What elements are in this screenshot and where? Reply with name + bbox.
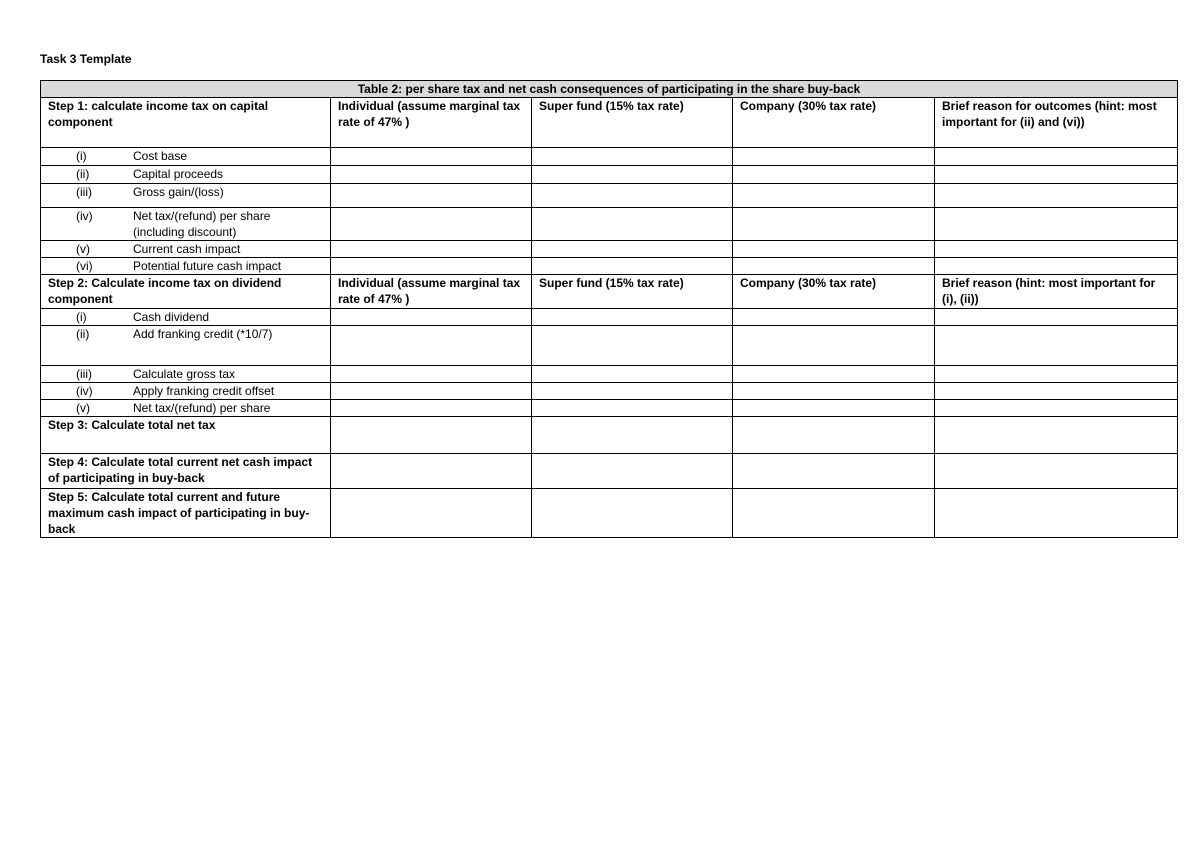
- company-cell[interactable]: [733, 241, 935, 258]
- company-cell[interactable]: [733, 454, 935, 489]
- table-caption: Table 2: per share tax and net cash consequences of participating in the share buy-back: [41, 81, 1178, 98]
- step1-header-row: [41, 98, 1178, 148]
- reason-cell[interactable]: [935, 184, 1178, 208]
- table-row: [41, 184, 1178, 208]
- row-number: (iii): [76, 185, 92, 199]
- individual-cell[interactable]: [331, 166, 532, 184]
- super-fund-cell[interactable]: [532, 309, 733, 326]
- reason-cell[interactable]: [935, 326, 1178, 366]
- individual-cell[interactable]: [331, 184, 532, 208]
- individual-cell[interactable]: [331, 454, 532, 489]
- step4-heading: Step 4: Calculate total current net cash impact of participating in buy-back: [41, 454, 331, 489]
- table-row: [41, 166, 1178, 184]
- reason-cell[interactable]: [935, 166, 1178, 184]
- table-row: [41, 366, 1178, 383]
- company-cell[interactable]: [733, 208, 935, 241]
- table-row: [41, 258, 1178, 275]
- row-text: Gross gain/(loss): [133, 185, 224, 199]
- row-text: Net tax/(refund) per share (including discount): [133, 209, 271, 239]
- table-row: [41, 241, 1178, 258]
- company-cell[interactable]: [733, 326, 935, 366]
- step1-heading: Step 1: calculate income tax on capital component: [41, 98, 331, 148]
- step2-col-reason: Brief reason (hint: most important for (i), (ii)): [935, 275, 1178, 309]
- row-number: (ii): [76, 327, 90, 341]
- individual-cell[interactable]: [331, 208, 532, 241]
- row-text: Net tax/(refund) per share: [133, 401, 271, 415]
- reason-cell[interactable]: [935, 208, 1178, 241]
- company-cell[interactable]: [733, 309, 935, 326]
- company-cell[interactable]: [733, 383, 935, 400]
- row-label: [41, 166, 331, 184]
- row-number: (iv): [76, 384, 93, 398]
- reason-cell[interactable]: [935, 454, 1178, 489]
- individual-cell[interactable]: [331, 489, 532, 538]
- table-row: [41, 383, 1178, 400]
- super-fund-cell[interactable]: [532, 184, 733, 208]
- table-row: [41, 309, 1178, 326]
- row-text: Cash dividend: [133, 310, 210, 324]
- row-label: [41, 258, 331, 275]
- individual-cell[interactable]: [331, 417, 532, 454]
- step1-col-company: Company (30% tax rate): [733, 98, 935, 148]
- super-fund-cell[interactable]: [532, 148, 733, 166]
- super-fund-cell[interactable]: [532, 166, 733, 184]
- reason-cell[interactable]: [935, 383, 1178, 400]
- row-text: Apply franking credit offset: [133, 384, 275, 398]
- document-title: Task 3 Template: [40, 52, 132, 66]
- step5-heading: Step 5: Calculate total current and future maximum cash impact of participating in buy-back: [41, 489, 331, 538]
- super-fund-cell[interactable]: [532, 383, 733, 400]
- step2-col-individual: Individual (assume marginal tax rate of 47% ): [331, 275, 532, 309]
- row-label: [41, 383, 331, 400]
- reason-cell[interactable]: [935, 241, 1178, 258]
- row-text: Calculate gross tax: [133, 367, 236, 381]
- reason-cell[interactable]: [935, 366, 1178, 383]
- row-number: (v): [76, 242, 90, 256]
- company-cell[interactable]: [733, 417, 935, 454]
- row-number: (v): [76, 401, 90, 415]
- reason-cell[interactable]: [935, 489, 1178, 538]
- individual-cell[interactable]: [331, 258, 532, 275]
- row-label: [41, 241, 331, 258]
- table-row: [41, 417, 1178, 454]
- company-cell[interactable]: [733, 258, 935, 275]
- row-number: (i): [76, 310, 87, 324]
- row-text: Cost base: [133, 149, 188, 163]
- row-label: [41, 326, 331, 366]
- row-label: [41, 208, 331, 241]
- super-fund-cell[interactable]: [532, 366, 733, 383]
- row-label: [41, 148, 331, 166]
- row-number: (ii): [76, 167, 90, 181]
- individual-cell[interactable]: [331, 400, 532, 417]
- reason-cell[interactable]: [935, 148, 1178, 166]
- step1-col-individual: Individual (assume marginal tax rate of 47% ): [331, 98, 532, 148]
- row-text: Current cash impact: [133, 242, 241, 256]
- table-row: [41, 400, 1178, 417]
- row-label: [41, 309, 331, 326]
- individual-cell[interactable]: [331, 326, 532, 366]
- super-fund-cell[interactable]: [532, 258, 733, 275]
- step1-col-super-fund: Super fund (15% tax rate): [532, 98, 733, 148]
- super-fund-cell[interactable]: [532, 489, 733, 538]
- individual-cell[interactable]: [331, 366, 532, 383]
- company-cell[interactable]: [733, 489, 935, 538]
- step2-heading: Step 2: Calculate income tax on dividend component: [41, 275, 331, 309]
- row-label: [41, 366, 331, 383]
- individual-cell[interactable]: [331, 241, 532, 258]
- tax-consequences-table: [40, 80, 1178, 538]
- company-cell[interactable]: [733, 184, 935, 208]
- step2-col-company: Company (30% tax rate): [733, 275, 935, 309]
- table-row: [41, 326, 1178, 366]
- company-cell[interactable]: [733, 400, 935, 417]
- row-number: (iii): [76, 367, 92, 381]
- super-fund-cell[interactable]: [532, 241, 733, 258]
- row-text: Capital proceeds: [133, 167, 224, 181]
- step1-col-reason: Brief reason for outcomes (hint: most important for (ii) and (vi)): [935, 98, 1178, 148]
- super-fund-cell[interactable]: [532, 400, 733, 417]
- row-number: (i): [76, 149, 87, 163]
- table-row: [41, 148, 1178, 166]
- row-number: (vi): [76, 259, 93, 273]
- reason-cell[interactable]: [935, 309, 1178, 326]
- row-text: Add franking credit (*10/7): [133, 327, 273, 341]
- super-fund-cell[interactable]: [532, 454, 733, 489]
- individual-cell[interactable]: [331, 309, 532, 326]
- table-row: [41, 489, 1178, 538]
- step2-header-row: [41, 275, 1178, 309]
- super-fund-cell[interactable]: [532, 326, 733, 366]
- individual-cell[interactable]: [331, 148, 532, 166]
- row-number: (iv): [76, 209, 93, 223]
- table-row: [41, 208, 1178, 241]
- row-text: Potential future cash impact: [133, 259, 282, 273]
- company-cell[interactable]: [733, 148, 935, 166]
- reason-cell[interactable]: [935, 258, 1178, 275]
- super-fund-cell[interactable]: [532, 208, 733, 241]
- step3-heading: Step 3: Calculate total net tax: [41, 417, 331, 454]
- row-label: [41, 400, 331, 417]
- table-row: [41, 454, 1178, 489]
- row-label: [41, 184, 331, 208]
- company-cell[interactable]: [733, 366, 935, 383]
- reason-cell[interactable]: [935, 400, 1178, 417]
- company-cell[interactable]: [733, 166, 935, 184]
- step2-col-super-fund: Super fund (15% tax rate): [532, 275, 733, 309]
- reason-cell[interactable]: [935, 417, 1178, 454]
- individual-cell[interactable]: [331, 383, 532, 400]
- super-fund-cell[interactable]: [532, 417, 733, 454]
